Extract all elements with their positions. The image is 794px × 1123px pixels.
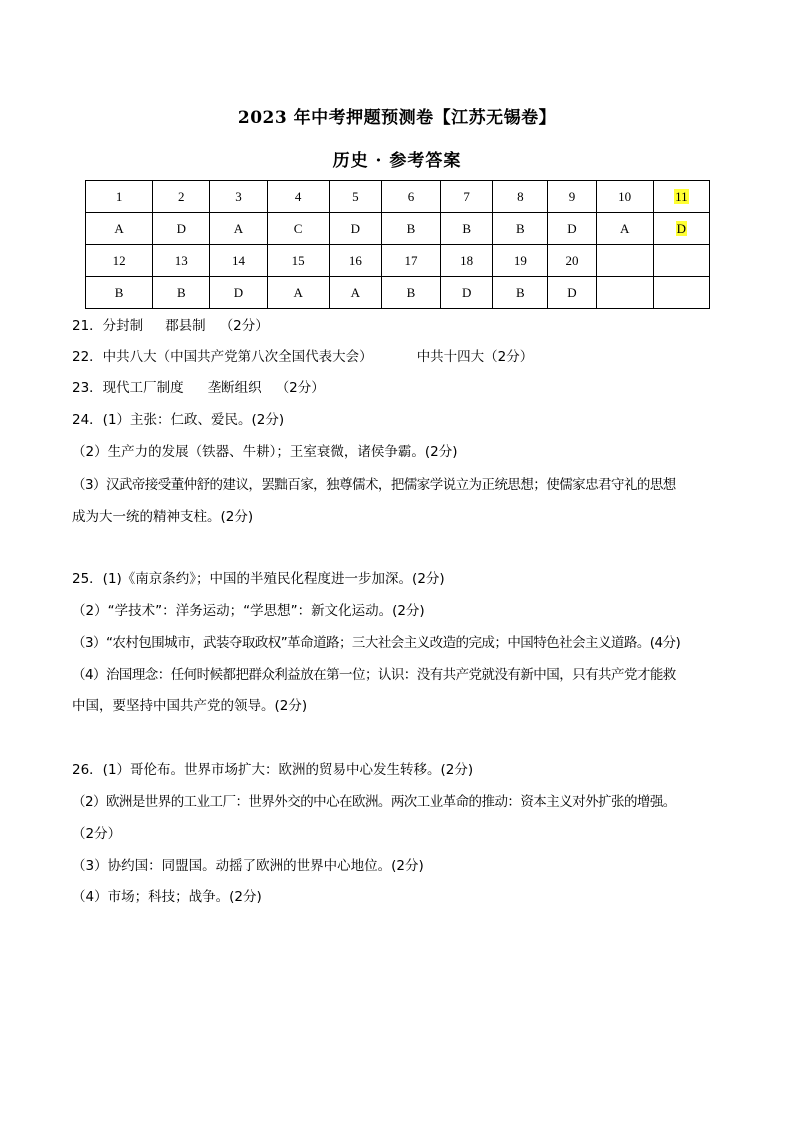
- answer-22-part-b: 中共十四大（2分）: [416, 349, 534, 365]
- answer-23: [72, 379, 732, 397]
- answer-cell: B: [153, 277, 210, 309]
- answer-table: [85, 180, 710, 309]
- answer-cell: D: [329, 213, 381, 245]
- question-number: 16: [329, 245, 381, 277]
- question-number: 5: [329, 181, 381, 213]
- question-number: 8: [493, 181, 548, 213]
- answer-cell: B: [86, 277, 153, 309]
- table-row-numbers-1: [86, 181, 710, 213]
- question-number: 6: [381, 181, 440, 213]
- answer-26-line-4: （3）协约国：同盟国。动摇了欧洲的世界中心地位。(2分): [72, 858, 424, 874]
- answer-21-part-b: 郡县制: [165, 318, 206, 334]
- answer-22: [72, 348, 732, 366]
- answer-cell: A: [210, 213, 267, 245]
- question-number: 17: [381, 245, 440, 277]
- answer-cell: D: [548, 277, 596, 309]
- empty-cell: [653, 245, 709, 277]
- answer-cell: B: [441, 213, 493, 245]
- answer-23-part-a: 23．现代工厂制度: [72, 380, 184, 396]
- answer-25-line-1: 25．(1)《南京条约》；中国的半殖民化程度进一步加深。(2分): [72, 571, 445, 587]
- answer-26-line-2: （2）欧洲是世界的工业工厂：世界外交的中心在欧洲。两次工业革命的推动：资本主义对外扩张的增强。: [72, 794, 676, 810]
- question-number: 12: [86, 245, 153, 277]
- answer-cell: B: [493, 213, 548, 245]
- answer-21-score: （2分）: [219, 318, 269, 334]
- answer-26-line-3: （2分）: [72, 826, 122, 842]
- answer-21: [72, 317, 732, 335]
- answer-cell: A: [267, 277, 329, 309]
- answer-cell: C: [267, 213, 329, 245]
- question-number: 15: [267, 245, 329, 277]
- answer-cell: D: [153, 213, 210, 245]
- answer-21-part-a: 21．分封制: [72, 318, 144, 334]
- question-number: 13: [153, 245, 210, 277]
- empty-cell: [596, 277, 653, 309]
- answer-cell: D: [441, 277, 493, 309]
- answer-cell: B: [381, 277, 440, 309]
- answer-cell: A: [596, 213, 653, 245]
- answer-25-line-3: （3）“农村包围城市，武装夺取政权”革命道路；三大社会主义改造的完成；中国特色社会主义道路。(4分): [72, 635, 681, 651]
- answer-cell: A: [86, 213, 153, 245]
- answer-24-line-3: （3）汉武帝接受董仲舒的建议，罢黜百家，独尊儒术，把儒家学说立为正统思想；使儒家忠君守礼的思想: [72, 477, 676, 493]
- answer-24-line-2: （2）生产力的发展（铁器、牛耕）；王室衰微，诸侯争霸。(2分): [72, 444, 458, 460]
- answer-cell: A: [329, 277, 381, 309]
- empty-cell: [596, 245, 653, 277]
- answer-26-line-1: 26．(1）哥伦布。世界市场扩大：欧洲的贸易中心发生转移。(2分): [72, 762, 474, 778]
- answer-23-part-b: 垄断组织: [207, 380, 262, 396]
- question-number: 2: [153, 181, 210, 213]
- question-number: 10: [596, 181, 653, 213]
- question-number: 3: [210, 181, 267, 213]
- question-number: 7: [441, 181, 493, 213]
- question-number: 19: [493, 245, 548, 277]
- answer-26-line-5: （4）市场；科技；战争。(2分): [72, 889, 262, 905]
- answer-cell-wrapper: [653, 213, 709, 245]
- question-number-highlighted: 11: [675, 188, 688, 204]
- question-number: 4: [267, 181, 329, 213]
- answer-25-line-5: 中国，要坚持中国共产党的领导。(2分): [72, 698, 308, 714]
- answer-cell-highlighted: D: [676, 220, 687, 236]
- empty-cell: [653, 277, 709, 309]
- answer-23-score: （2分）: [275, 380, 325, 396]
- question-number: 18: [441, 245, 493, 277]
- answer-24-line-1: 24．(1）主张：仁政、爱民。(2分): [72, 412, 285, 428]
- answer-25-line-4: （4）治国理念：任何时候都把群众利益放在第一位；认识：没有共产党就没有新中国，只有共产党才能救: [72, 667, 676, 683]
- table-row-numbers-2: [86, 245, 710, 277]
- question-number-cell: [653, 181, 709, 213]
- answer-22-part-a: 22．中共八大（中国共产党第八次全国代表大会）: [72, 349, 373, 365]
- table-row-answers-2: [86, 277, 710, 309]
- answer-cell: B: [381, 213, 440, 245]
- answer-cell: D: [548, 213, 596, 245]
- question-number: 14: [210, 245, 267, 277]
- question-number: 20: [548, 245, 596, 277]
- answer-cell: D: [210, 277, 267, 309]
- answer-cell: B: [493, 277, 548, 309]
- answer-24-line-4: 成为大一统的精神支柱。(2分): [72, 509, 254, 525]
- page-subtitle: 历史 · 参考答案: [332, 151, 462, 171]
- question-number: 1: [86, 181, 153, 213]
- table-row-answers-1: [86, 213, 710, 245]
- answer-25-line-2: （2）“学技术”：洋务运动；“学思想”：新文化运动。(2分): [72, 603, 425, 619]
- page-title: 2023 年中考押题预测卷【江苏无锡卷】: [237, 108, 557, 128]
- question-number: 9: [548, 181, 596, 213]
